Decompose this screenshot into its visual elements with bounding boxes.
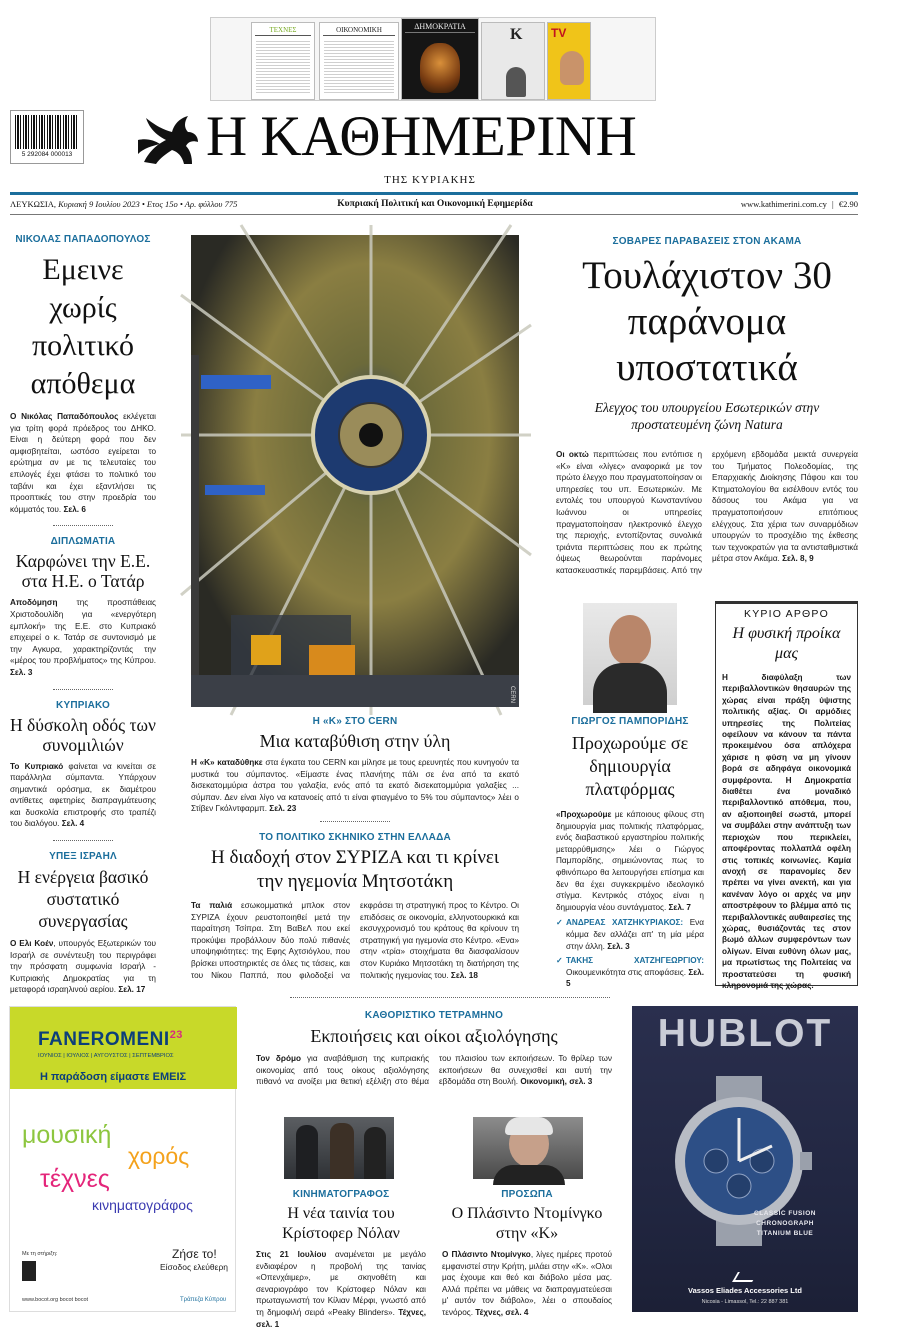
article-body [191, 900, 519, 981]
ad-word-cinema: κινηματογράφος [92, 1197, 193, 1213]
quote-name: ΑΝΔΡΕΑΣ ΧΑΤΖΗΚΥΡΙΑΚΟΣ: [566, 918, 684, 928]
tagline: Κυπριακή Πολιτική και Οικονομική Εφημερίδα [337, 199, 533, 209]
article-body [256, 1053, 612, 1088]
article-headline: Η ενέργεια βασικό συστατικό συνεργασίας [17, 867, 149, 932]
article-kicker: ΤΟ ΠΟΛΙΤΙΚΟ ΣΚΗΝΙΚΟ ΣΤΗΝ ΕΛΛΑΔΑ [259, 832, 451, 843]
article-cern[interactable] [191, 716, 519, 815]
supplement-cover-art [420, 43, 460, 93]
left-column [10, 226, 156, 996]
barcode [10, 110, 84, 164]
article-body [442, 1249, 612, 1319]
article-body [10, 761, 156, 831]
article-lead: Η «Κ» καταδύθηκε [191, 758, 263, 767]
page-ref: Οικονομική, σελ. 3 [520, 1077, 593, 1087]
supplement-oikonomiki[interactable] [319, 22, 399, 100]
article-headline: Καρφώνει την Ε.Ε. στα Η.Ε. ο Τατάρ [15, 551, 151, 592]
page-ref: Τέχνες, σελ. 1 [256, 1307, 426, 1329]
article-syriza[interactable] [191, 832, 519, 981]
masthead-title: Η ΚΑΘΗΜΕΡΙΝΗ [206, 105, 637, 168]
chevron-right-icon: ✓ [556, 956, 563, 966]
editorial-box[interactable] [715, 601, 858, 990]
supplement-dimokratia[interactable] [401, 18, 479, 100]
logo-griffin-icon [136, 110, 202, 172]
article-lead: Αποδόμηση [10, 598, 58, 608]
article-headline: Η διαδοχή στον ΣΥΡΙΖΑ και τι κρίνει την ηγεμονία Μητσοτάκη [210, 847, 500, 892]
article-body [556, 449, 858, 577]
photo-figure [364, 1127, 386, 1179]
ad-cta: Ζήσε το! [172, 1247, 217, 1261]
divider [320, 821, 390, 822]
article-kicker: ΓΙΩΡΓΟΣ ΠΑΜΠΟΡΙΔΗΣ [571, 716, 689, 727]
supplement-title: TV [551, 26, 567, 40]
ad-brand-name: FANEROMENI [38, 1029, 170, 1050]
portrait-body [493, 1165, 565, 1185]
article-kicker: ΣΟΒΑΡΕΣ ΠΑΡΑΒΑΣΕΙΣ ΣΤΟΝ ΑΚΑΜΑ [612, 236, 802, 247]
ad-word-arts: τέχνες [40, 1165, 110, 1193]
website-price [650, 199, 858, 209]
divider [290, 997, 610, 998]
nolan-photo [284, 1117, 394, 1179]
supplement-title: ΟΙΚΟΝΟΜΙΚΗ [323, 26, 395, 36]
page-ref: Τέχνες, σελ. 4 [475, 1307, 529, 1317]
page-ref: Σελ. 3 [10, 667, 33, 677]
barcode-bars [15, 115, 79, 149]
article-headline: Τουλάχιστον 30 παράνομα υποστατικά [582, 254, 832, 389]
article-text: περιπτώσεις που εντόπισε η «Κ» είναι «λίγες» αναφορικά με τον πρώτο έλεγχο που πραγματοποίησαν οι υπηρεσίες του υπ. Εσωτερικών. Με εντολές του υπουργού Κωνσταντίνου Ιωάννου οι υπηρεσίες πραγματοποίησαν ηλεκτρονικό έλεγχο της περιοχής, εντοπίζοντας συνολικά τριάντα περιπτώσεις που εκ πρώτης όψεως θεωρούνται παράνομες κατασκευαστικές παρεμβάσεις. Από την ερχόμενη εβδομάδα μεικτά συνεργεία του Τμήματος Πολεοδομίας, της Επαρχιακής Διοίκησης Πάφου και του Κτηματολογίου θα εισέλθουν εντός του δάσους του Ακάμα για να πραγματοποιήσουν επιτόπιους ελέγχους. Στα χέρια των συναρμόδιων υπουργών το προσχέδιο της έκθεσης των τεχνοκρατών για τα αντισταθμιστικά μέτρα στον Ακάμα. [556, 450, 858, 575]
divider [53, 840, 113, 841]
ad-brand-year: 23 [169, 1029, 183, 1041]
masthead-rule [10, 192, 858, 195]
page-ref: Σελ. 18 [450, 970, 478, 980]
article-lead: Στις 21 Ιουλίου [256, 1250, 327, 1259]
ad-hublot[interactable] [632, 1006, 858, 1312]
article-headline: Η νέα ταινία του Κρίστοφερ Νόλαν [282, 1205, 400, 1242]
article-headline: Μια καταβύθιση στην ύλη [259, 731, 451, 751]
supplement-cover-face [560, 51, 584, 85]
pamporidis-photo [583, 603, 677, 705]
article-text: με κάποιους φίλους στη δημιουργία μιας πολιτικής πλατφόρμας, ενός διαβαστικού εργαστηρίου πολιτικής μεταρρύθμισης» λέει ο Γιώργος Παμπορίδης, σημειώνοντας πως το φθινόπωρο θα λειτουργήσει επίσημα και δεν θα έχει συγκεκριμένο ιδεολογικό στίγμα. Κεντρικός στόχος είναι η δημιουργία νέου συντάγματος. [556, 810, 704, 912]
article-lead: «Προχωρούμε [556, 810, 612, 819]
article-pamporidis[interactable] [556, 716, 704, 990]
dealer-logo-icon [732, 1272, 758, 1282]
photo-credit: CERN [509, 685, 515, 703]
page-ref: Σελ. 7 [668, 902, 691, 912]
article-headline: Η δύσκολη οδός των συνομιλιών [10, 714, 156, 755]
detector-illustration [191, 235, 519, 707]
divider [53, 689, 113, 690]
supplement-title: ΤΕΧΝΕΣ [255, 26, 311, 36]
ad-line1: CLASSIC FUSION [754, 1210, 816, 1217]
photo-figure [330, 1123, 354, 1179]
quote-item[interactable] [556, 917, 704, 952]
article-headline: Προχωρούμε σε δημιουργία πλατφόρμας [571, 733, 689, 799]
article-body [10, 411, 156, 515]
supplement-title: ΔΗΜΟΚΡΑΤΙΑ [405, 22, 475, 33]
article-text: φαίνεται να κινείται σε παράλληλα σύμπαντα. Υπάρχουν σημαντικά ορόσημα, εκ διαμέτρου αντίθετες αφετηρίες διαπραγμάτευσης και δυσκολία επιστροφής στο τραπέζι του διαλόγου. [10, 761, 156, 829]
website-link[interactable]: www.kathimerini.com.cy [740, 199, 827, 209]
article-akamas[interactable] [556, 226, 858, 577]
barcode-number: 5 292084 000013 [21, 151, 73, 158]
ad-months: ΙΟΥΝΙΟΣ | ΙΟΥΛΙΟΣ | ΑΥΓΟΥΣΤΟΣ | ΣΕΠΤΕΜΒΡΙΟΣ [38, 1053, 174, 1059]
quote-item[interactable] [556, 955, 704, 990]
domingo-photo [473, 1117, 583, 1179]
ad-line2: CHRONOGRAPH [756, 1220, 814, 1227]
page-ref: Σελ. 3 [607, 941, 630, 951]
photo-figure [296, 1125, 318, 1179]
page-ref: Σελ. 4 [61, 819, 85, 829]
article-text: της προσπάθειας Χριστοδουλίδη για «ενεργότερη εμπλοκή» της Ε.Ε. στο Κυπριακό επιχειρεί ο κ. Τατάρ σε συντονισμό με την Αγκυρα, χαρακτηρίζοντάς την «μέρος του προβλήματος» της Κύπρου. [10, 598, 156, 666]
article-text: εκλέγεται για τρίτη φορά πρόεδρος του ΔΗΚΟ. Είναι η δεύτερη φορά που δεν αμφισβητείται, ωστόσο εγείρεται το ερώτημα αν με τις τελευταίες του επιλογές έχει φτάσει το πολιτικό του ταβάνι και έχει εξαντλήσει τις προοπτικές του στην προεδρία του κόμματός του. [10, 412, 156, 514]
article-kicker: ΚΙΝΗΜΑΤΟΓΡΑΦΟΣ [292, 1189, 390, 1200]
article-lead: Το Κυπριακό [10, 761, 64, 771]
article-headline: Εκποιήσεις και οίκοι αξιολόγησης [310, 1026, 558, 1046]
article-domingo[interactable] [442, 1189, 612, 1319]
article-kicker: ΚΥΠΡΙΑΚΟ [56, 699, 110, 711]
article-body [10, 938, 156, 996]
article-tetramino[interactable] [256, 1010, 612, 1088]
portrait-body [593, 663, 667, 713]
portrait-head [609, 615, 651, 665]
article-kicker: ΔΙΠΛΩΜΑΤΙΑ [50, 536, 116, 548]
article-kicker: ΝΙΚΟΛΑΣ ΠΑΠΑΔΟΠΟΥΛΟΣ [15, 234, 151, 245]
article-papadopoulos[interactable] [10, 234, 156, 515]
article-text: εσωκομματικά μπλοκ στον ΣΥΡΙΖΑ έχουν ρευστοποιηθεί μετά την παραίτηση Τσίπρα. Στη ΒαΒεΛ που εκεί προκύψει προβάλλουν δύο πολύ πιθανές υποψηφιότητες: της Εφης Αχτσιόγλου, που βρίσκει υποστηρικτές σε όλες τις τάσεις, και του Νίκου Παππά, που φιλοδοξεί να εκφράσει τη στρατηγική προς το Κέντρο. Οι επιδόσεις σε οικονομία, ελληνοτουρκικά και εκσυγχρονισμό του κράτους θα κρίνουν τη στρατηγική για ηγεμονία στο Κέντρο. «Ενα» στην «τρία» στοιχήματα θα διασφαλίσουν στον Κυριάκο Μητσοτάκη τη διατήρηση της πολιτικής ηγεμονίας του. [191, 901, 519, 980]
dateline-place: ΛΕΥΚΩΣΙΑ, [10, 199, 56, 209]
ad-support: Με τη στήριξη: [22, 1251, 58, 1257]
article-text: , λίγες ημέρες προτού εμφανιστεί στην Κρήτη, μιλάει στην «Κ». «Ολοι μας έχουμε και θεό και διάβολο μέσα μας. Αλλά πρέπει να μάθεις να διαπραγματεύεσαι μ' αυτόν τον διάβολο», λέει ο σπουδαίος τενόρος. [442, 1250, 612, 1317]
article-lead: Τον δρόμο [256, 1054, 301, 1063]
page-ref: Σελ. 23 [269, 804, 297, 814]
article-lead: Τα παλιά [191, 901, 233, 910]
article-kicker: ΥΠΕΞ ΙΣΡΑΗΛ [49, 851, 117, 863]
supplement-title: K [510, 26, 523, 43]
supplement-k[interactable] [481, 22, 545, 100]
article-text: για αναβάθμιση της κυπριακής οικονομίας από τους οίκους αξιολόγησης πιθανό να ανοίξει μια θετική εξέλιξη στο θέμα του πλαισίου των εκποιήσεων. Το θρίλερ των εκποιήσεων θα συνεχισθεί και αυτή την εβδομάδα στη Βουλή. [256, 1054, 612, 1087]
page-ref: Σελ. 6 [63, 504, 86, 514]
price: €2.90 [838, 199, 858, 209]
article-lead: Ο Πλάσιντο Ντομίνγκο [442, 1250, 531, 1259]
ad-word-dance: χορός [128, 1143, 190, 1169]
quote-name: ΤΑΚΗΣ ΧΑΤΖΗΓΕΩΡΓΙΟΥ: [566, 956, 704, 966]
ad-sponsor-logo-icon [22, 1261, 36, 1281]
article-lead: Ο Νικόλας Παπαδόπουλος [10, 412, 119, 421]
supplement-texnes[interactable] [251, 22, 315, 100]
article-text: αναμένεται με μεγάλο ενδιαφέρον η προβολή της ταινίας «Οπενχάιμερ», με σκηνοθέτη και σεναριογράφο τον Κρίστοφερ Νόλαν και πρωταγωνιστή τον Κίλιαν Μέρφι, γνωστό από τη δημοφιλή σειρά «Peaky Blinders». [256, 1250, 426, 1317]
ad-word-music: μουσική [22, 1121, 112, 1149]
article-nolan[interactable] [256, 1189, 426, 1330]
divider [53, 525, 113, 526]
editorial-body: Η διαφύλαξη των περιβαλλοντικών θησαυρών της χώρας είναι πράξη ύψιστης πολιτικής αξίας. Οι αρμόδιες υπηρεσίες της Πολιτείας οφείλουν να κάνουν τα πάντα προκειμένου όσα απλόχερα χάρισε η φύση να μη γίνουν βορά σε αδηφάγα οικονομικά συμφέροντα. Η Δημοκρατία διαθέτει ένα μοναδικό περιβαλλοντικό απόθεμα, που, αν αξιοποιηθεί σωστά, μπορεί να συμβάλει στην ανάπτυξη των περιοχών που περικλείει, αποφέροντας πολλαπλά οφέλη στις τοπικές κοινωνίες. Καμία ανοχή σε παρανομίες δεν πρέπει να γίνει ανεκτή, και για κανέναν λόγο οι αρχές να μην αποστρέφουν το βλέμμα από τις περιβαλλοντικές αυθαιρεσίες της χώρας, θυσιάζοντάς τες στον βωμό άλλων συμφερόντων των ολίγων. Είναι ευθύνη όλων μας, μα πρωτίστως της Πολιτείας να προστατεύσει τη φυσική κληρονομιά της χώρας. [722, 673, 851, 990]
ad-brand [38, 1029, 183, 1051]
ad-entry: Είσοδος ελεύθερη [160, 1262, 229, 1272]
editorial-label: ΚΥΡΙΟ ΑΡΘΡΟ [744, 608, 829, 620]
portrait-hair [505, 1117, 553, 1135]
article-kicker: ΚΑΘΟΡΙΣΤΙΚΟ ΤΕΤΡΑΜΗΝΟ [364, 1010, 504, 1021]
page-ref: Σελ. 5 [566, 967, 704, 989]
article-headline: Ο Πλάσιντο Ντομίνγκο στην «Κ» [451, 1205, 603, 1242]
article-body [256, 1249, 426, 1330]
quote-text: Οικουμενικότητα στις αποφάσεις. [566, 967, 686, 977]
ad-faneromeni[interactable] [9, 1006, 236, 1312]
cern-photo[interactable] [191, 235, 519, 707]
supplement-cover-person [506, 67, 526, 97]
chevron-right-icon: ✓ [556, 918, 563, 928]
masthead-subtitle: ΤΗΣ ΚΥΡΙΑΚΗΣ [384, 174, 476, 186]
article-lead: Οι οκτώ [556, 450, 589, 459]
article-israel[interactable] [10, 851, 156, 996]
article-text: , υπουργός Εξωτερικών του Ισραήλ σε συνέντευξη του περιγράφει την πρόσφατη συμφωνία Ισραήλ - Κυπριακής Δημοκρατίας για τη μεταφορά ισραηλινού αερίου. [10, 939, 156, 995]
ad-sponsor: Τράπεζα Κύπρου [180, 1297, 227, 1303]
ad-dealer: Vassos Eliades Accessories Ltd [688, 1286, 802, 1295]
supplement-tv[interactable] [547, 22, 591, 100]
article-kicker: Η «Κ» ΣΤΟ CERN [312, 716, 398, 727]
article-kypriako[interactable] [10, 700, 156, 831]
quote-text: Ενα κόμμα δεν αλλάζει απ' τη μία μέρα στην άλλη. [566, 918, 704, 951]
article-body [10, 597, 156, 678]
article-body [191, 757, 519, 815]
article-body [556, 809, 704, 913]
page-ref: Σελ. 8, 9 [782, 554, 814, 564]
supplements-strip [210, 17, 656, 101]
ad-slogan: Η παράδοση είμαστε ΕΜΕΙΣ [40, 1071, 187, 1083]
dateline-rule [10, 214, 858, 215]
article-lead: Ο Ελι Κοέν [10, 939, 54, 949]
ad-footer: www.bocot.org bocot bocot [22, 1297, 89, 1303]
ad-address: Nicosia - Limassol, Tel.: 22 887 381 [701, 1299, 789, 1305]
article-headline: Εμεινε χωρίς πολιτικό απόθεμα [30, 253, 136, 400]
dateline-details: Κυριακή 9 Ιουλίου 2023 • Ετος 15ο • Αρ. φύλλου 775 [58, 199, 238, 209]
editorial-headline: Η φυσική προίκα μας [732, 625, 841, 662]
article-text: στα έγκατα του CERN και μίλησε με τους ερευνητές που κυνηγούν τα μυστικά του σύμπαντος. «Είμαστε ένας πλανήτης πάλι σε ένα από τα εκατό δισεκατομμύρια άστρα του γαλαξία, ενός από τα εκατό δισεκατομμύρια γαλαξίες ... σύμπαν. Δεν είναι λίγο να κατανοείς από τι είναι φτιαγμένο το 5% του σύμπαντος» λέει ο Στίβεν Γκόλντφαρμπ. [191, 758, 519, 814]
ad-brand: HUBLOT [657, 1012, 833, 1055]
article-tatar[interactable] [10, 536, 156, 678]
page-ref: Σελ. 17 [118, 985, 146, 995]
price-separator: | [832, 199, 834, 209]
article-deck: Ελεγχος του υπουργείου Εσωτερικών στην προστατευμένη ζώνη Natura [594, 400, 820, 432]
ad-line3: TITANIUM BLUE [756, 1230, 814, 1237]
article-kicker: ΠΡΟΣΩΠΑ [501, 1189, 553, 1200]
